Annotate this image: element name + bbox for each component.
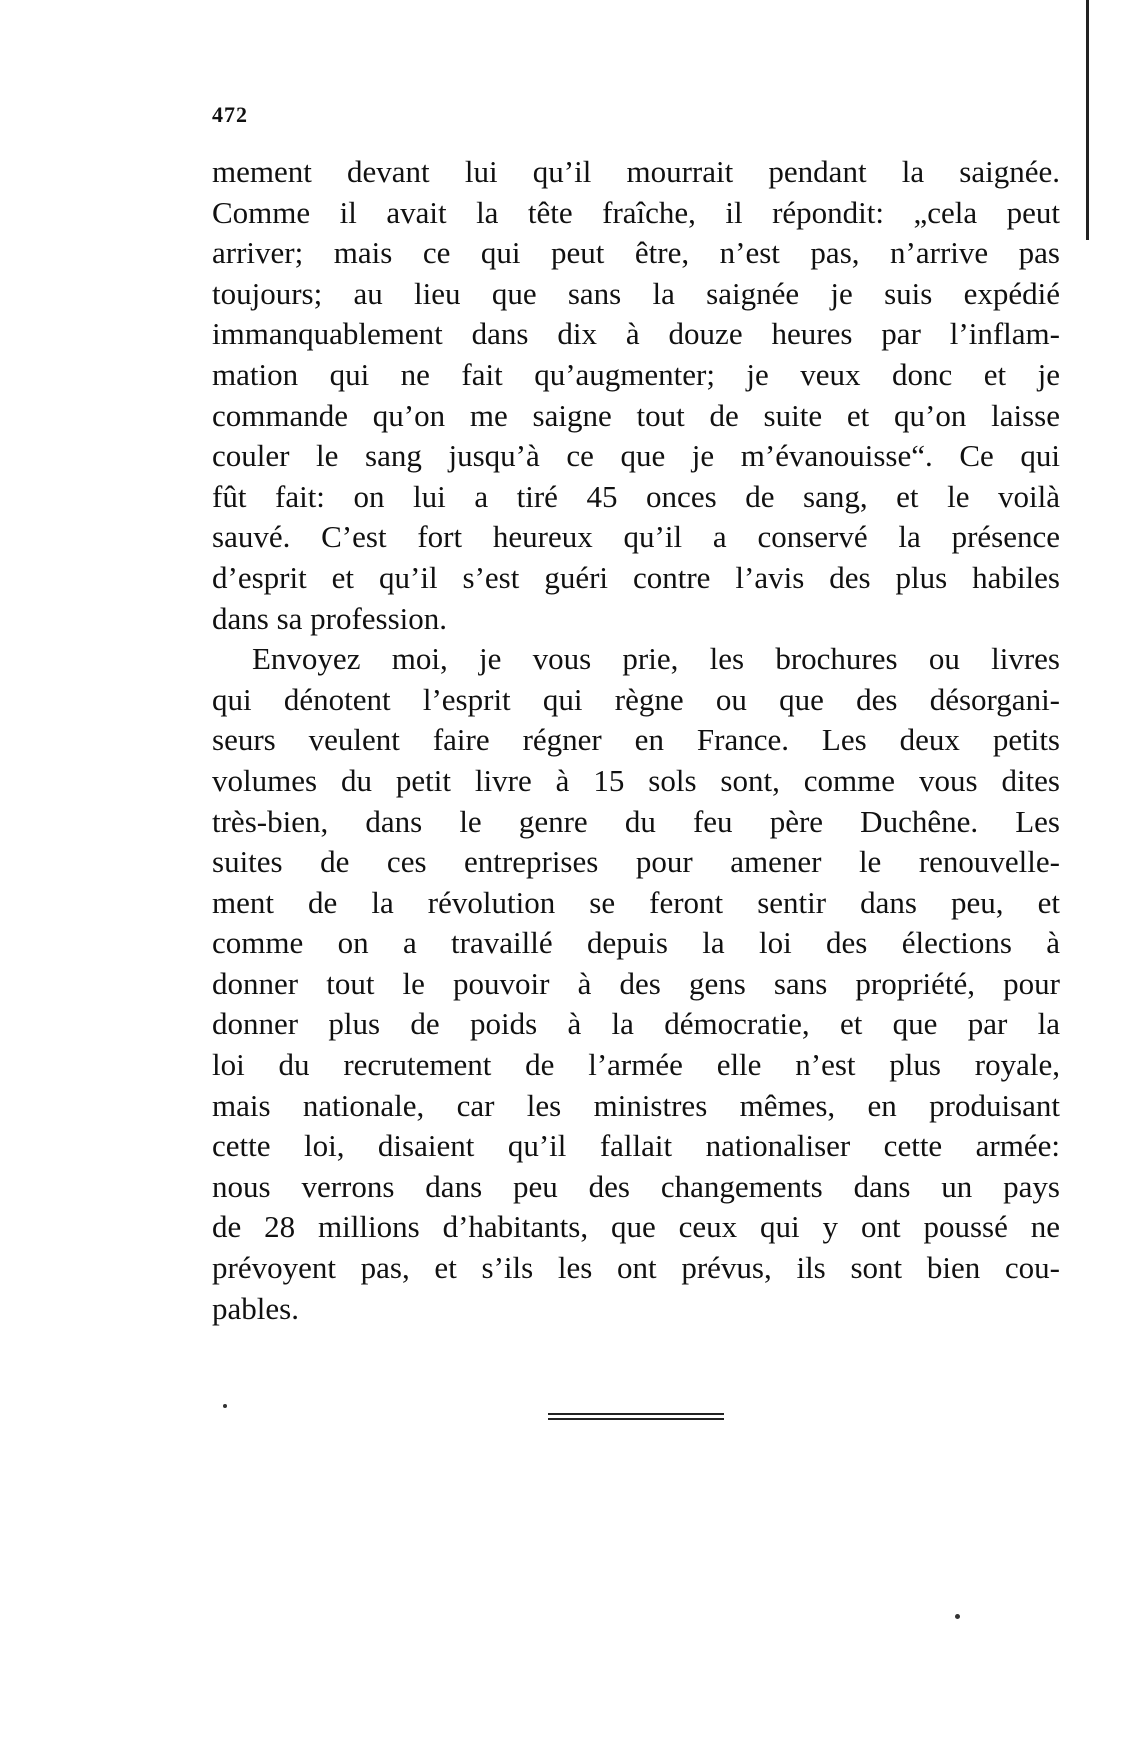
paragraph-1 [212,152,1060,639]
text-line: sauvé. C’est fort heureux qu’il a conservé la présence [212,519,1060,555]
text-line: pables. [212,1290,299,1326]
page-number: 472 [212,102,248,127]
text-line: très-bien, dans le genre du feu père Duchêne. Les [212,803,1060,839]
print-speck [223,1404,227,1408]
body-text [212,152,1060,1329]
text-line: Envoyez moi, je vous prie, les brochures ou livres [252,641,1060,677]
text-line: de 28 millions d’habitants, que ceux qui y ont poussé ne [212,1209,1060,1245]
text-line: loi du recrutement de l’armée elle n’est plus royale, [212,1047,1060,1083]
end-of-text-double-rule [548,1413,724,1421]
text-line: Comme il avait la tête fraîche, il répondit: „cela peut [212,194,1060,230]
text-line: mement devant lui qu’il mourrait pendant la saignée. [212,154,1060,189]
text-line: qui dénotent l’esprit qui règne ou que des désorgani- [212,681,1060,717]
text-line: volumes du petit livre à 15 sols sont, comme vous dites [212,762,1060,798]
print-speck [955,1614,960,1619]
text-line: mais nationale, car les ministres mêmes, en produisant [212,1087,1060,1123]
text-line: commande qu’on me saigne tout de suite et qu’on laisse [212,397,1060,433]
text-line: arriver; mais ce qui peut être, n’est pas, n’arrive pas [212,235,1060,271]
text-line: dans sa profession. [212,600,448,636]
text-line: donner plus de poids à la démocratie, et que par la [212,1006,1060,1042]
page-edge-rule [1086,0,1089,240]
text-line: cette loi, disaient qu’il fallait nationaliser cette armée: [212,1128,1060,1164]
text-line: ment de la révolution se feront sentir dans peu, et [212,884,1060,920]
text-line: fût fait: on lui a tiré 45 onces de sang, et le voilà [212,478,1060,514]
paragraph-2 [212,639,1060,1329]
text-line: couler le sang jusqu’à ce que je m’évanouisse“. Ce qui [212,438,1060,474]
text-line: suites de ces entreprises pour amener le renouvelle- [212,844,1060,880]
text-line: prévoyent pas, et s’ils les ont prévus, ils sont bien cou- [212,1250,1060,1286]
text-line: toujours; au lieu que sans la saignée je suis expédié [212,275,1060,311]
text-line: donner tout le pouvoir à des gens sans propriété, pour [212,965,1060,1001]
text-line: comme on a travaillé depuis la loi des élections à [212,925,1060,961]
text-line: mation qui ne fait qu’augmenter; je veux donc et je [212,356,1060,392]
text-line: nous verrons dans peu des changements dans un pays [212,1168,1060,1204]
text-line: seurs veulent faire régner en France. Les deux petits [212,722,1060,758]
text-line: immanquablement dans dix à douze heures par l’inflam- [212,316,1060,352]
text-line: d’esprit et qu’il s’est guéri contre l’avis des plus habiles [212,559,1060,595]
